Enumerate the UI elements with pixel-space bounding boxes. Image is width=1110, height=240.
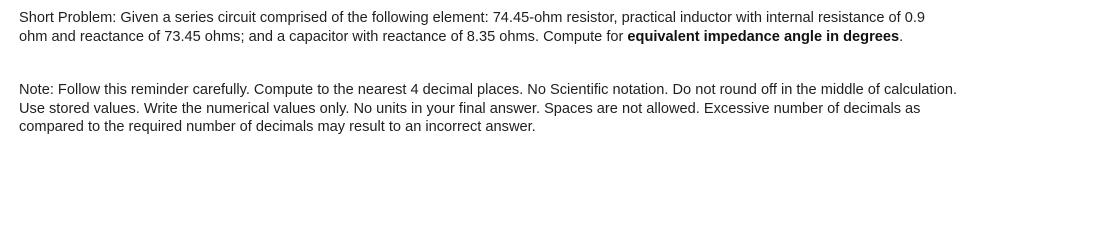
problem-line-2 xyxy=(19,28,925,47)
problem-line-2-end: . xyxy=(899,28,904,45)
problem-emphasis: equivalent impedance angle in degrees xyxy=(627,28,900,45)
problem-line-2-text: ohm and reactance of 73.45 ohms; and a capacitor with reactance of 8.35 ohms. Compute for xyxy=(19,28,628,45)
note-block xyxy=(19,81,957,137)
problem-statement xyxy=(19,9,925,46)
note-line-2: Use stored values. Write the numerical values only. No units in your final answer. Spaces are not allowed. Excessive number of decimals as xyxy=(19,100,921,117)
note-line-3: compared to the required number of decimals may result to an incorrect answer. xyxy=(19,119,536,135)
note-line-1: Note: Follow this reminder carefully. Compute to the nearest 4 decimal places. No Scientific notation. Do not round off in the middle of calculation. xyxy=(19,82,957,98)
problem-line-1: Short Problem: Given a series circuit comprised of the following element: 74.45-ohm resistor, practical inductor with internal resistance of 0.9 xyxy=(19,10,926,26)
